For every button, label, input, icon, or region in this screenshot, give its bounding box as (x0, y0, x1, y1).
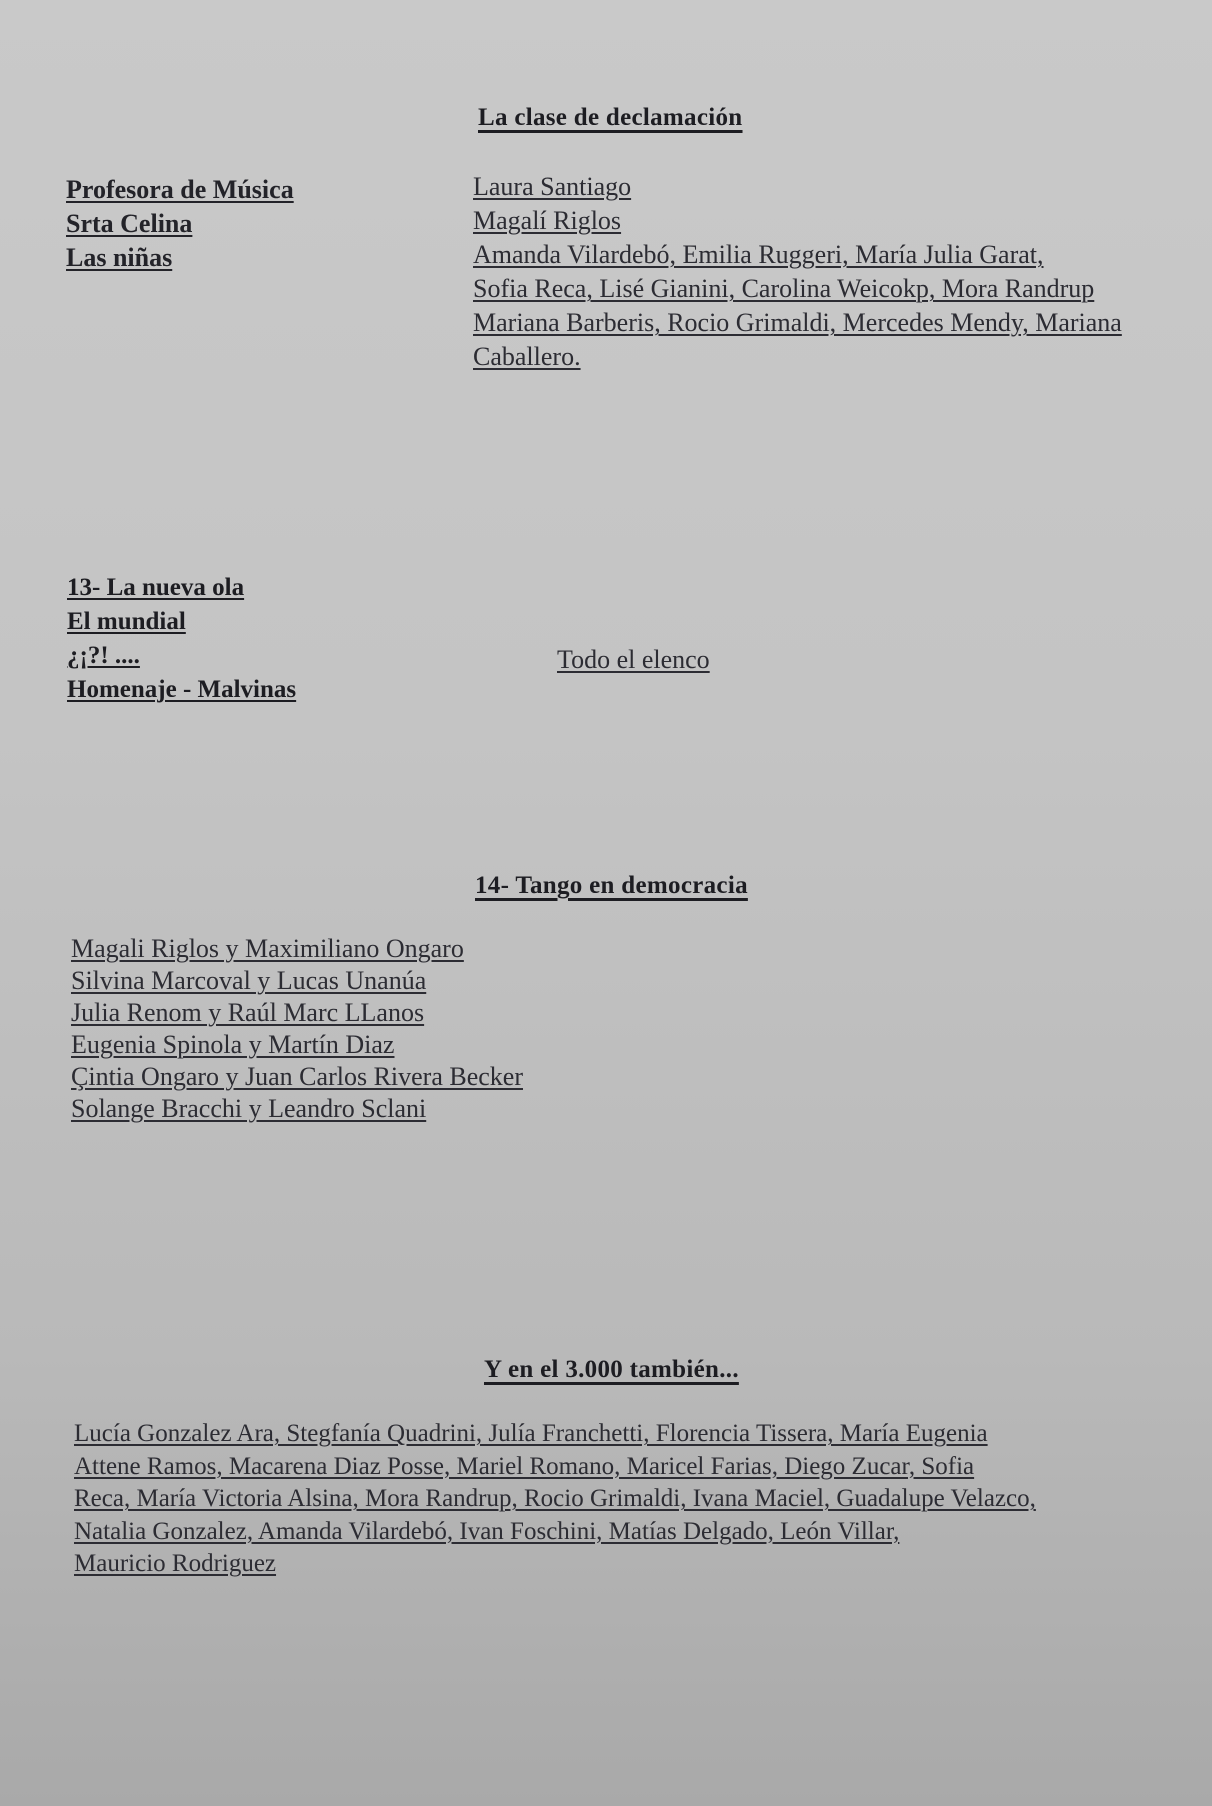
scene-item: ¿¡?! .... (67, 642, 140, 669)
couple-item: Solange Bracchi y Leandro Sclani (71, 1094, 427, 1123)
role-item: Srta Celina (66, 209, 193, 238)
couple-item: Magali Riglos y Maximiliano Ongaro (71, 934, 464, 963)
couple-item: Julia Renom y Raúl Marc LLanos (71, 998, 425, 1027)
couple-item: Eugenia Spinola y Martín Diaz (71, 1030, 395, 1059)
cast-line: Sofia Reca, Lisé Gianini, Carolina Weicokp, Mora Randrup (473, 274, 1095, 303)
couple-item: Çintia Ongaro y Juan Carlos Rivera Becker (71, 1062, 523, 1091)
cast-line: Lucía Gonzalez Ara, Stegfanía Quadrini, Julía Franchetti, Florencia Tissera, María Eugenia (74, 1420, 988, 1447)
cast-list-declamacion (473, 170, 1122, 374)
role-item: Profesora de Música (66, 175, 294, 204)
section-title-tango: 14- Tango en democracia (475, 872, 748, 899)
cast-line: Natalia Gonzalez, Amanda Vilardebó, Ivan Foschini, Matías Delgado, León Villar, (74, 1517, 900, 1545)
couples-list-tango (71, 933, 523, 1125)
cast-line: Mariana Barberis, Rocio Grimaldi, Mercedes Mendy, Mariana (473, 308, 1122, 337)
cast-paragraph-3000 (74, 1418, 1036, 1581)
cast-todo-el-elenco (557, 643, 710, 677)
scene-item: 13- La nueva ola (67, 574, 245, 601)
scene-list-nueva-ola (67, 571, 296, 707)
roles-list (66, 173, 294, 275)
scene-item: El mundial (67, 608, 186, 635)
cast-line: Reca, María Victoria Alsina, Mora Randrup, Rocio Grimaldi, Ivana Maciel, Guadalupe Velazco, (74, 1485, 1036, 1512)
role-item: Las niñas (66, 243, 173, 272)
cast-line: Laura Santiago (473, 172, 632, 201)
couple-item: Silvina Marcoval y Lucas Unanúa (71, 966, 427, 995)
cast-line: Mauricio Rodriguez (74, 1550, 277, 1577)
cast-line: Magalí Riglos (473, 206, 622, 235)
cast-line: Caballero. (473, 342, 581, 371)
cast-line: Todo el elenco (557, 645, 710, 674)
cast-line: Attene Ramos, Macarena Diaz Posse, Mariel Romano, Maricel Farias, Diego Zucar, Sofia (74, 1452, 975, 1480)
scene-item: Homenaje - Malvinas (67, 676, 297, 703)
section-title-declamacion: La clase de declamación (478, 104, 743, 131)
section-title-3000: Y en el 3.000 también... (484, 1356, 739, 1383)
cast-line: Amanda Vilardebó, Emilia Ruggeri, María Julia Garat, (473, 240, 1044, 269)
